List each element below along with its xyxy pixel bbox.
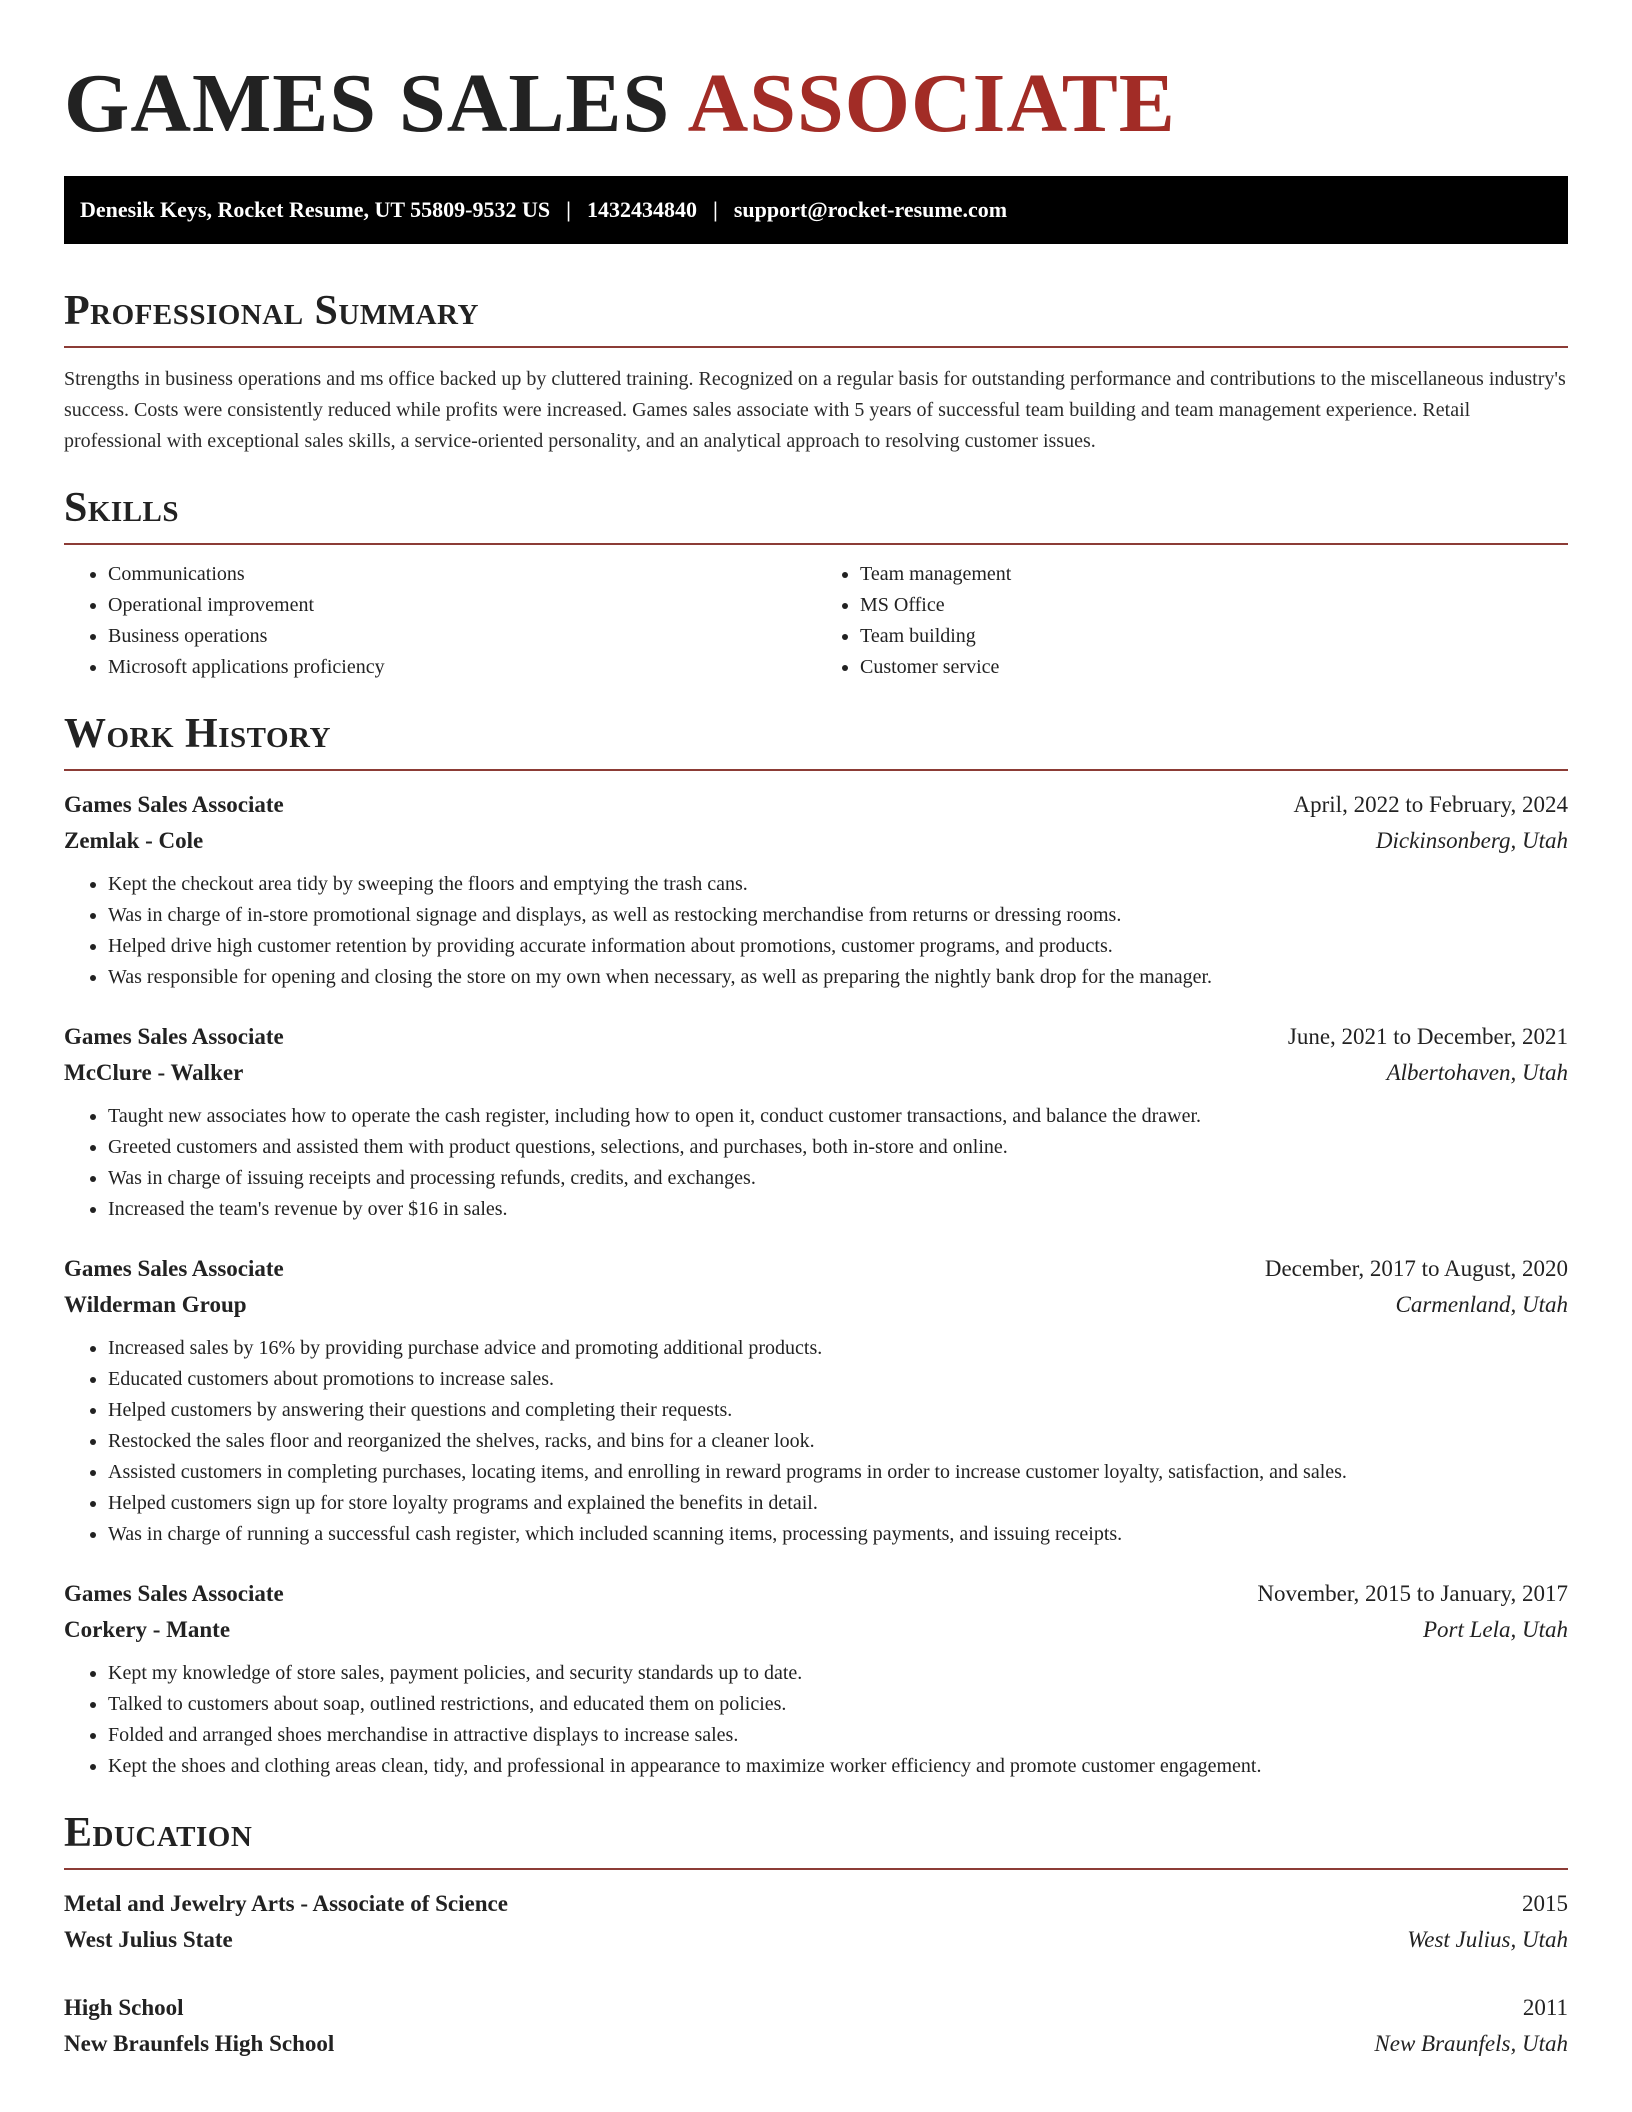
resume-content <box>64 50 1568 2062</box>
skill-item: • Customer service <box>860 652 1568 683</box>
section-heading: Professional Summary <box>64 288 479 334</box>
job-location: Carmenland, Utah <box>1395 1292 1568 1317</box>
job-bullets <box>64 869 1568 993</box>
resume-title <box>64 50 1568 158</box>
education-degree: Metal and Jewelry Arts - Associate of Science <box>64 1891 508 1916</box>
contact-email[interactable]: support@rocket-resume.com <box>733 197 1008 222</box>
skill-item: • Business operations <box>108 621 816 652</box>
job-bullet: • Was in charge of issuing receipts and processing refunds, credits, and exchanges. <box>108 1163 1568 1194</box>
job-header-row <box>64 1019 1568 1055</box>
section-divider <box>64 769 1568 771</box>
job-company-row <box>64 1287 1568 1323</box>
title-last: ASSOCIATE <box>687 57 1176 150</box>
job-bullet: • Increased the team's revenue by over $16 in sales. <box>108 1194 1568 1225</box>
contact-separator: | <box>566 197 571 222</box>
job-bullets <box>64 1333 1568 1550</box>
summary-text: Strengths in business operations and ms office backed up by cluttered training. Recognized on a regular basis for outstanding performance and contributions to the miscellaneous industry's success. Costs were consistently reduced while profits were increased. Games sales associate with 5 years of successful team building and team management experience. Retail professional with exceptional sales skills, a service-oriented personality, and an analytical approach to resolving customer issues. <box>64 368 1566 452</box>
title-first: GAMES SALES <box>64 57 671 150</box>
skill-item: • Operational improvement <box>108 590 816 621</box>
job-bullets <box>64 1101 1568 1225</box>
education-school: West Julius State <box>64 1927 233 1952</box>
job-entry <box>64 787 1568 993</box>
job-company: Zemlak - Cole <box>64 828 204 853</box>
summary-section <box>64 288 1568 457</box>
education-degree: High School <box>64 1995 184 2020</box>
job-title: Games Sales Associate <box>64 792 284 817</box>
job-bullet: • Kept the checkout area tidy by sweeping the floors and emptying the trash cans. <box>108 869 1568 900</box>
job-company: McClure - Walker <box>64 1060 244 1085</box>
section-heading: Education <box>64 1810 253 1856</box>
contact-phone: 1432434840 <box>587 197 697 222</box>
job-header-row <box>64 787 1568 823</box>
skills-column-left <box>64 559 816 683</box>
education-entry <box>64 1990 1568 2062</box>
job-location: Albertohaven, Utah <box>1386 1060 1568 1085</box>
job-location: Port Lela, Utah <box>1422 1617 1568 1642</box>
job-bullet: • Kept the shoes and clothing areas clean, tidy, and professional in appearance to maximize worker efficiency and promote customer engagement. <box>108 1751 1568 1782</box>
education-section <box>64 1810 1568 2062</box>
job-bullets <box>64 1658 1568 1782</box>
section-heading: Work History <box>64 711 331 757</box>
job-bullet: • Increased sales by 16% by providing purchase advice and promoting additional products. <box>108 1333 1568 1364</box>
education-year: 2015 <box>1522 1891 1568 1916</box>
skill-item: • Team building <box>860 621 1568 652</box>
job-company-row <box>64 1612 1568 1648</box>
job-location: Dickinsonberg, Utah <box>1375 828 1568 853</box>
job-bullet: • Taught new associates how to operate the cash register, including how to open it, conduct customer transactions, and balance the drawer. <box>108 1101 1568 1132</box>
job-bullet: • Helped drive high customer retention by providing accurate information about promotions, customer programs, and products. <box>108 931 1568 962</box>
education-header-row <box>64 1990 1568 2026</box>
skill-item: • MS Office <box>860 590 1568 621</box>
section-heading: Skills <box>64 485 180 531</box>
job-header-row <box>64 1576 1568 1612</box>
education-header-row <box>64 1886 1568 1922</box>
job-bullet: • Talked to customers about soap, outlined restrictions, and educated them on policies. <box>108 1689 1568 1720</box>
section-divider <box>64 543 1568 545</box>
skills-section <box>64 485 1568 683</box>
job-entry <box>64 1251 1568 1550</box>
education-entry <box>64 1886 1568 1958</box>
job-dates: June, 2021 to December, 2021 <box>1287 1024 1568 1049</box>
job-bullet: • Kept my knowledge of store sales, payment policies, and security standards up to date. <box>108 1658 1568 1689</box>
job-entry <box>64 1576 1568 1782</box>
job-header-row <box>64 1251 1568 1287</box>
section-divider <box>64 1868 1568 1870</box>
job-bullet: • Was responsible for opening and closing the store on my own when necessary, as well as preparing the nightly bank drop for the manager. <box>108 962 1568 993</box>
job-bullet: • Was in charge of running a successful cash register, which included scanning items, processing payments, and issuing receipts. <box>108 1519 1568 1550</box>
education-location: New Braunfels, Utah <box>1374 2031 1568 2056</box>
job-company-row <box>64 823 1568 859</box>
job-company: Wilderman Group <box>64 1292 247 1317</box>
job-entry <box>64 1019 1568 1225</box>
education-year: 2011 <box>1522 1995 1568 2020</box>
job-bullet: • Restocked the sales floor and reorganized the shelves, racks, and bins for a cleaner look. <box>108 1426 1568 1457</box>
contact-address: Denesik Keys, Rocket Resume, UT 55809-9532 US <box>80 197 551 222</box>
job-bullet: • Was in charge of in-store promotional signage and displays, as well as restocking merchandise from returns or dressing rooms. <box>108 900 1568 931</box>
job-company-row <box>64 1055 1568 1091</box>
job-title: Games Sales Associate <box>64 1256 284 1281</box>
job-dates: April, 2022 to February, 2024 <box>1293 792 1568 817</box>
job-title: Games Sales Associate <box>64 1581 284 1606</box>
education-school-row <box>64 2026 1568 2062</box>
job-dates: November, 2015 to January, 2017 <box>1257 1581 1568 1606</box>
contact-separator: | <box>713 197 718 222</box>
job-bullet: • Folded and arranged shoes merchandise in attractive displays to increase sales. <box>108 1720 1568 1751</box>
job-title: Games Sales Associate <box>64 1024 284 1049</box>
skill-item: • Microsoft applications proficiency <box>108 652 816 683</box>
contact-bar <box>64 176 1568 244</box>
skill-item: • Team management <box>860 559 1568 590</box>
skills-list <box>64 559 1568 683</box>
education-school-row <box>64 1922 1568 1958</box>
education-location: West Julius, Utah <box>1407 1927 1568 1952</box>
job-company: Corkery - Mante <box>64 1617 231 1642</box>
work-history-section <box>64 711 1568 1782</box>
skills-column-right <box>816 559 1568 683</box>
job-bullet: • Greeted customers and assisted them with product questions, selections, and purchases, both in-store and online. <box>108 1132 1568 1163</box>
education-school: New Braunfels High School <box>64 2031 335 2056</box>
job-bullet: • Helped customers sign up for store loyalty programs and explained the benefits in detail. <box>108 1488 1568 1519</box>
job-bullet: • Educated customers about promotions to increase sales. <box>108 1364 1568 1395</box>
section-divider <box>64 346 1568 348</box>
skill-item: • Communications <box>108 559 816 590</box>
job-bullet: • Helped customers by answering their questions and completing their requests. <box>108 1395 1568 1426</box>
job-dates: December, 2017 to August, 2020 <box>1264 1256 1568 1281</box>
job-bullet: • Assisted customers in completing purchases, locating items, and enrolling in reward programs in order to increase customer loyalty, satisfaction, and sales. <box>108 1457 1568 1488</box>
